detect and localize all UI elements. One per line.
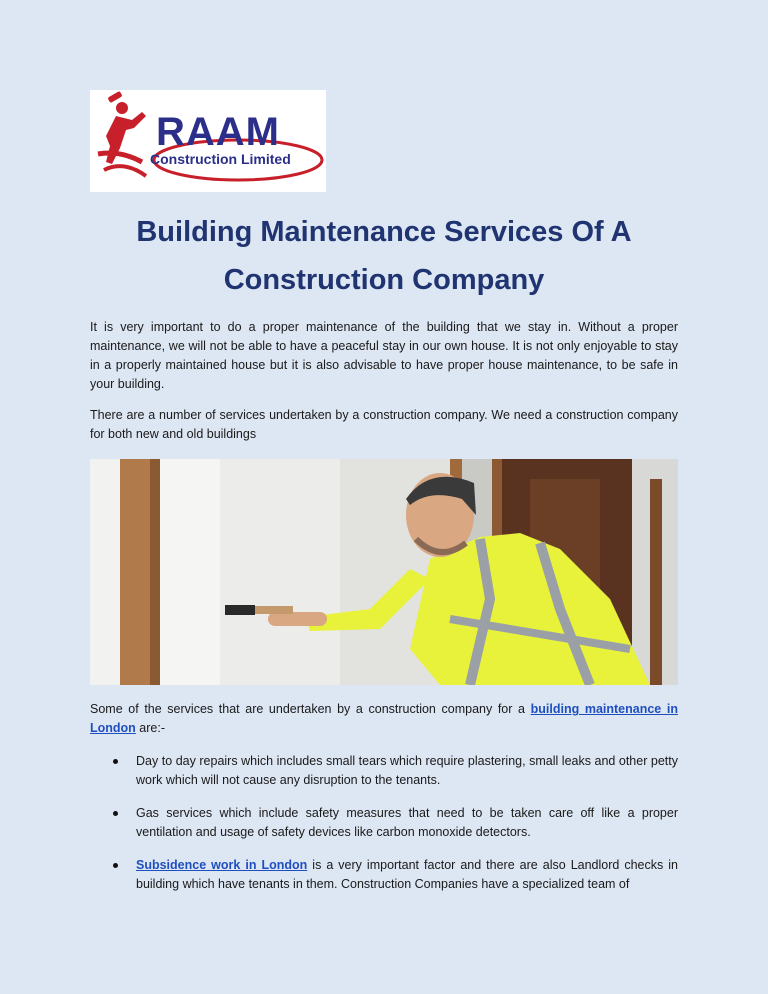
- paragraph-1: It is very important to do a proper maintenance of the building that we stay in. Without a proper maintenance, we will not be able to have a peaceful stay in our own house. It is not only enjoyable to stay in a properly maintained house but it is also advisable to have proper house maintenance, to be safe in your building.: [90, 320, 678, 391]
- list-item: [90, 856, 678, 894]
- bullet-icon: [113, 811, 118, 816]
- title-line-2: Construction Company: [223, 264, 545, 296]
- bullet-text: Day to day repairs which includes small tears which require plastering, small leaks and other petty work which will not cause any disruption to the tenants.: [136, 754, 678, 787]
- title-line-1: Building Maintenance Services Of A: [136, 216, 632, 248]
- bullet-icon: [113, 863, 118, 868]
- building-maintenance-link[interactable]: building maintenance in London: [90, 702, 678, 735]
- paragraph-2: There are a number of services undertaken by a construction company. We need a construction company for both new and old buildings: [90, 408, 678, 441]
- logo-subtitle: Construction Limited: [150, 151, 291, 167]
- list-item: [90, 752, 678, 790]
- intro-text-before: Some of the services that are undertaken by a construction company for a: [90, 702, 531, 716]
- subsidence-work-link[interactable]: Subsidence work in London: [136, 858, 308, 872]
- bullet-text: Gas services which include safety measures that need to be taken care off like a proper ventilation and usage of safety devices like carbon monoxide detectors.: [136, 806, 678, 839]
- page-title: [90, 208, 678, 304]
- logo-brand: RAAM: [156, 110, 280, 154]
- list-item: [90, 804, 678, 842]
- intro-text-after: are:-: [135, 721, 166, 735]
- bullet-icon: [113, 759, 118, 764]
- company-logo: [90, 90, 326, 192]
- bullet-text: is a very important factor and there are also Landlord checks in building which have tenants in them. Construction Companies have a specialized team of: [136, 858, 678, 891]
- worker-painting-photo: [90, 459, 678, 685]
- services-list: [90, 752, 678, 908]
- services-intro: [90, 700, 678, 738]
